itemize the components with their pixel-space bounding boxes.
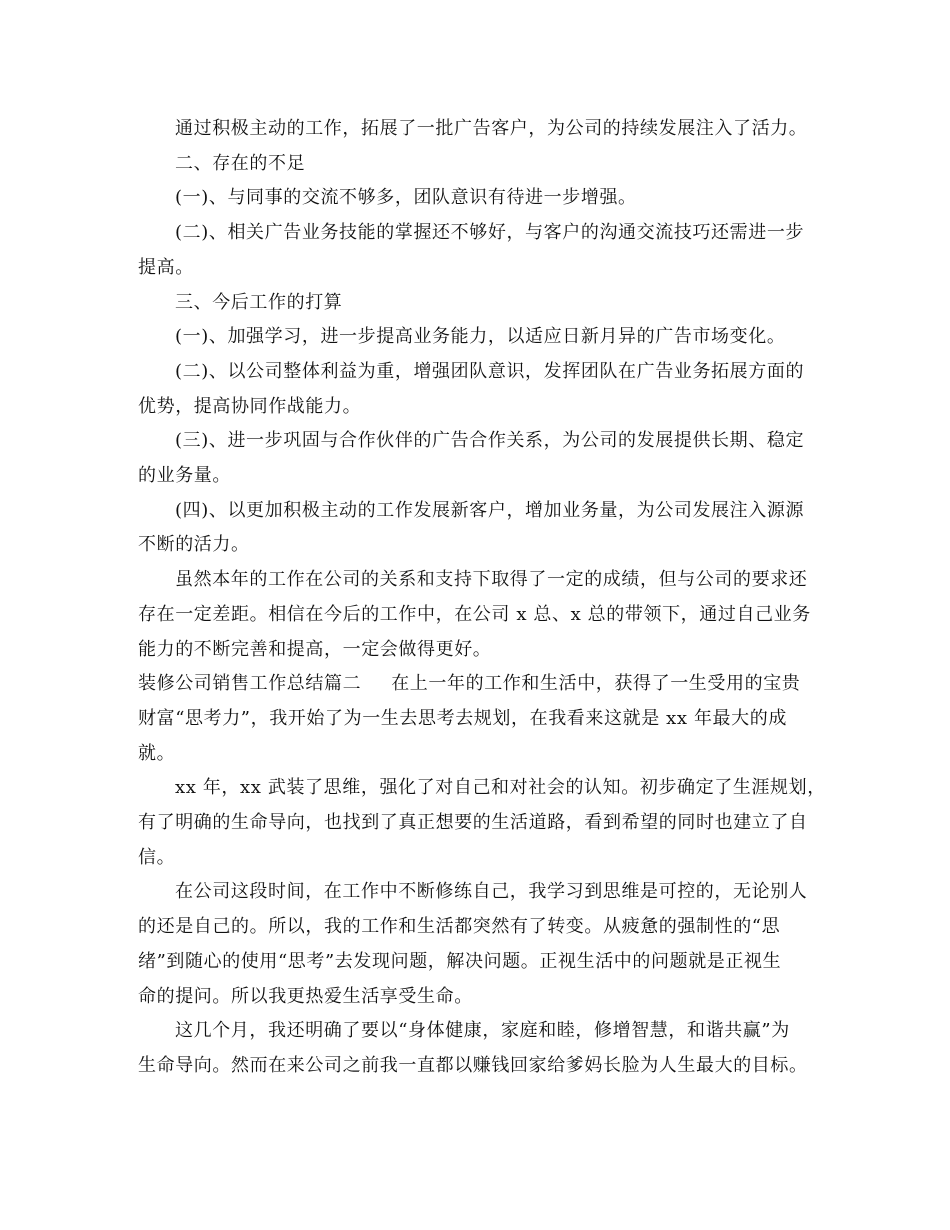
section-heading: 二、存在的不足 [175,152,306,174]
paragraph-line: xx 年，xx 武装了思维，强化了对自己和对社会的认知。初步确定了生涯规划， [175,777,826,799]
article-title-line [138,667,818,702]
paragraph-line: 存在一定差距。相信在今后的工作中，在公司 x 总、x 总的带领下，通过自己业务 [138,603,811,625]
paragraph-line: 绪”到随心的使用“思考”去发现问题，解决问题。正视生活中的问题就是正视生 [138,950,782,972]
list-item: (三)、进一步巩固与合作伙伴的广告合作关系，为公司的发展提供长期、稳定 [175,430,805,452]
paragraph-line: 这几个月，我还明确了要以“身体健康，家庭和睦，修增智慧，和谐共赢”为 [175,1020,790,1042]
paragraph-line: 生命导向。然而在来公司之前我一直都以赚钱回家给爹妈长脸为人生最大的目标。 [138,1054,808,1076]
paragraph-line: 有了明确的生命导向，也找到了真正想要的生活道路，看到希望的同时也建立了自 [138,812,808,834]
list-item: (一)、与同事的交流不够多，团队意识有待进一步增强。 [175,187,637,209]
list-item: (四)、以更加积极主动的工作发展新客户，增加业务量，为公司发展注入源源 [175,499,805,521]
list-item: (二)、以公司整体利益为重，增强团队意识，发挥团队在广告业务拓展方面的 [175,360,805,382]
paragraph-line: 虽然本年的工作在公司的关系和支持下取得了一定的成绩，但与公司的要求还 [175,569,808,591]
paragraph-line: 信。 [138,846,176,868]
paragraph-line: 的业务量。 [138,465,231,487]
paragraph-line: 财富“思考力”，我开始了为一生去思考去规划，在我看来这就是 xx 年最大的成 [138,707,787,729]
paragraph-line: 就。 [138,742,176,764]
paragraph-line: 能力的不断完善和提高，一定会做得更好。 [138,638,492,660]
paragraph-line: 通过积极主动的工作，拓展了一批广告客户，为公司的持续发展注入了活力。 [175,118,808,139]
paragraph-line: 不断的活力。 [138,534,250,556]
section-heading: 三、今后工作的打算 [175,291,343,313]
list-item: (一)、加强学习，进一步提高业务能力，以适应日新月异的广告市场变化。 [175,326,786,348]
paragraph-line: 优势，提高协同作战能力。 [138,395,362,417]
paragraph-line: 在公司这段时间，在工作中不断修练自己，我学习到思维是可控的，无论别人 [175,881,808,903]
paragraph-line: 的还是自己的。所以，我的工作和生活都突然有了转变。从疲惫的强制性的“思 [138,916,781,938]
paragraph-line: 命的提问。所以我更热爱生活享受生命。 [138,985,473,1007]
paragraph-line: 在上一年的工作和生活中，获得了一生受用的宝贵 [391,673,801,695]
document-body [138,112,826,1084]
article-title: 装修公司销售工作总结篇二 [138,673,362,695]
list-item: (二)、相关广告业务技能的掌握还不够好，与客户的沟通交流技巧还需进一步 [175,222,805,244]
paragraph-line: 提高。 [138,256,194,278]
